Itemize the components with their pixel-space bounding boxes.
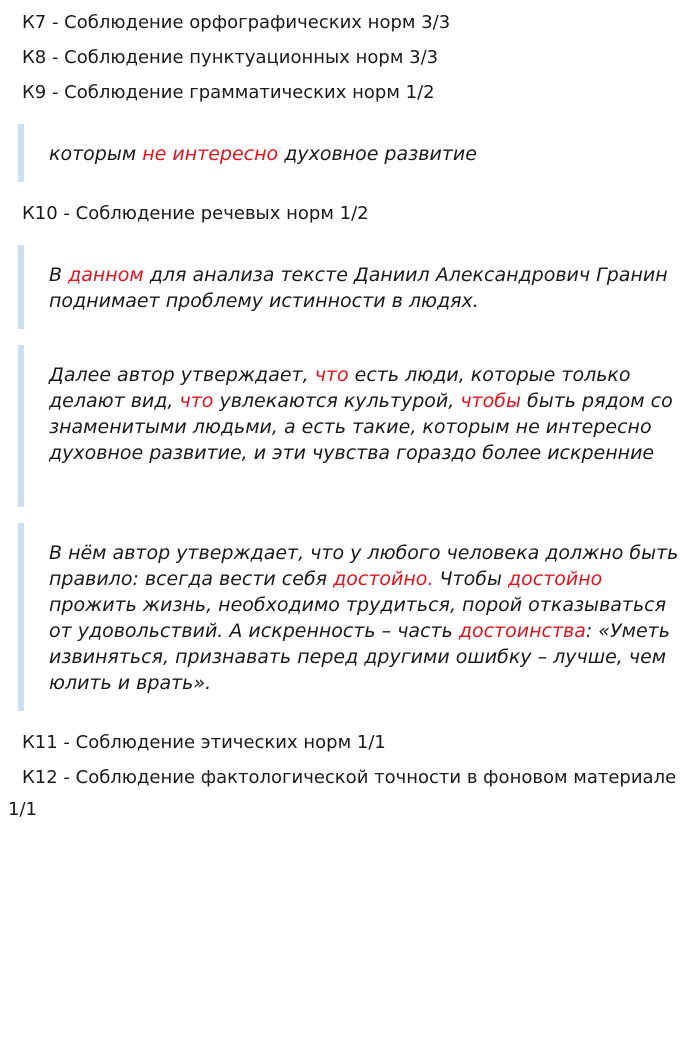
highlighted-error: что xyxy=(314,364,349,386)
criterion-k12-score: 1/1 xyxy=(8,799,37,820)
criterion-k12 xyxy=(22,768,676,788)
quote-text: которым xyxy=(49,143,143,165)
quote-text: духовное развитие xyxy=(278,143,477,165)
quote-text: прожить жизнь, необходимо трудиться, порой отказываться от удовольствий. А искренность – часть xyxy=(49,594,667,642)
quote-text: Далее автор утверждает, xyxy=(49,364,315,386)
quote-text: Чтобы xyxy=(433,568,508,590)
criterion-k8: К8 - Соблюдение пунктуационных норм 3/3 xyxy=(22,47,439,68)
highlighted-error: достойно xyxy=(508,568,603,590)
quote-text: быть рядом со знаменитыми людьми, а есть такие, которым не интересно духовное развитие, и эти чувства гораздо более искренние xyxy=(49,390,673,464)
error-quote-speech-3 xyxy=(18,523,698,711)
criterion-k10: К10 - Соблюдение речевых норм 1/2 xyxy=(22,203,369,224)
error-quote-speech-1 xyxy=(18,245,698,329)
quote-text: : «Уметь извиняться, признавать перед другими ошибку – лучше, чем юлить и врать». xyxy=(49,620,670,694)
criterion-k11: К11 - Соблюдение этических норм 1/1 xyxy=(22,732,386,753)
quote-text: В нём автор утверждает, что у любого человека должно быть правило: всегда вести себя xyxy=(49,542,679,590)
highlighted-error: чтобы xyxy=(460,390,521,412)
error-quote-speech-2 xyxy=(18,345,698,507)
quote-text: увлекаются культурой, xyxy=(213,390,461,412)
criterion-k7: К7 - Соблюдение орфографических норм 3/3 xyxy=(22,12,451,33)
criterion-k9: К9 - Соблюдение грамматических норм 1/2 xyxy=(22,82,435,103)
highlighted-error: достоинства xyxy=(458,620,586,642)
quote-text: для анализа тексте Даниил Александрович Гранин поднимает проблему истинности в людях. xyxy=(49,264,668,312)
quote-text: В xyxy=(49,264,69,286)
highlighted-error: что xyxy=(179,390,214,412)
highlighted-error: не интересно xyxy=(142,143,279,165)
highlighted-error: достойно. xyxy=(333,568,434,590)
criterion-k12-label: К12 - Соблюдение фактологической точности в фоновом материале xyxy=(22,767,677,788)
highlighted-error: данном xyxy=(68,264,144,286)
quote-text: есть люди, которые только делают вид, xyxy=(49,364,631,412)
error-quote-grammar xyxy=(18,124,698,182)
